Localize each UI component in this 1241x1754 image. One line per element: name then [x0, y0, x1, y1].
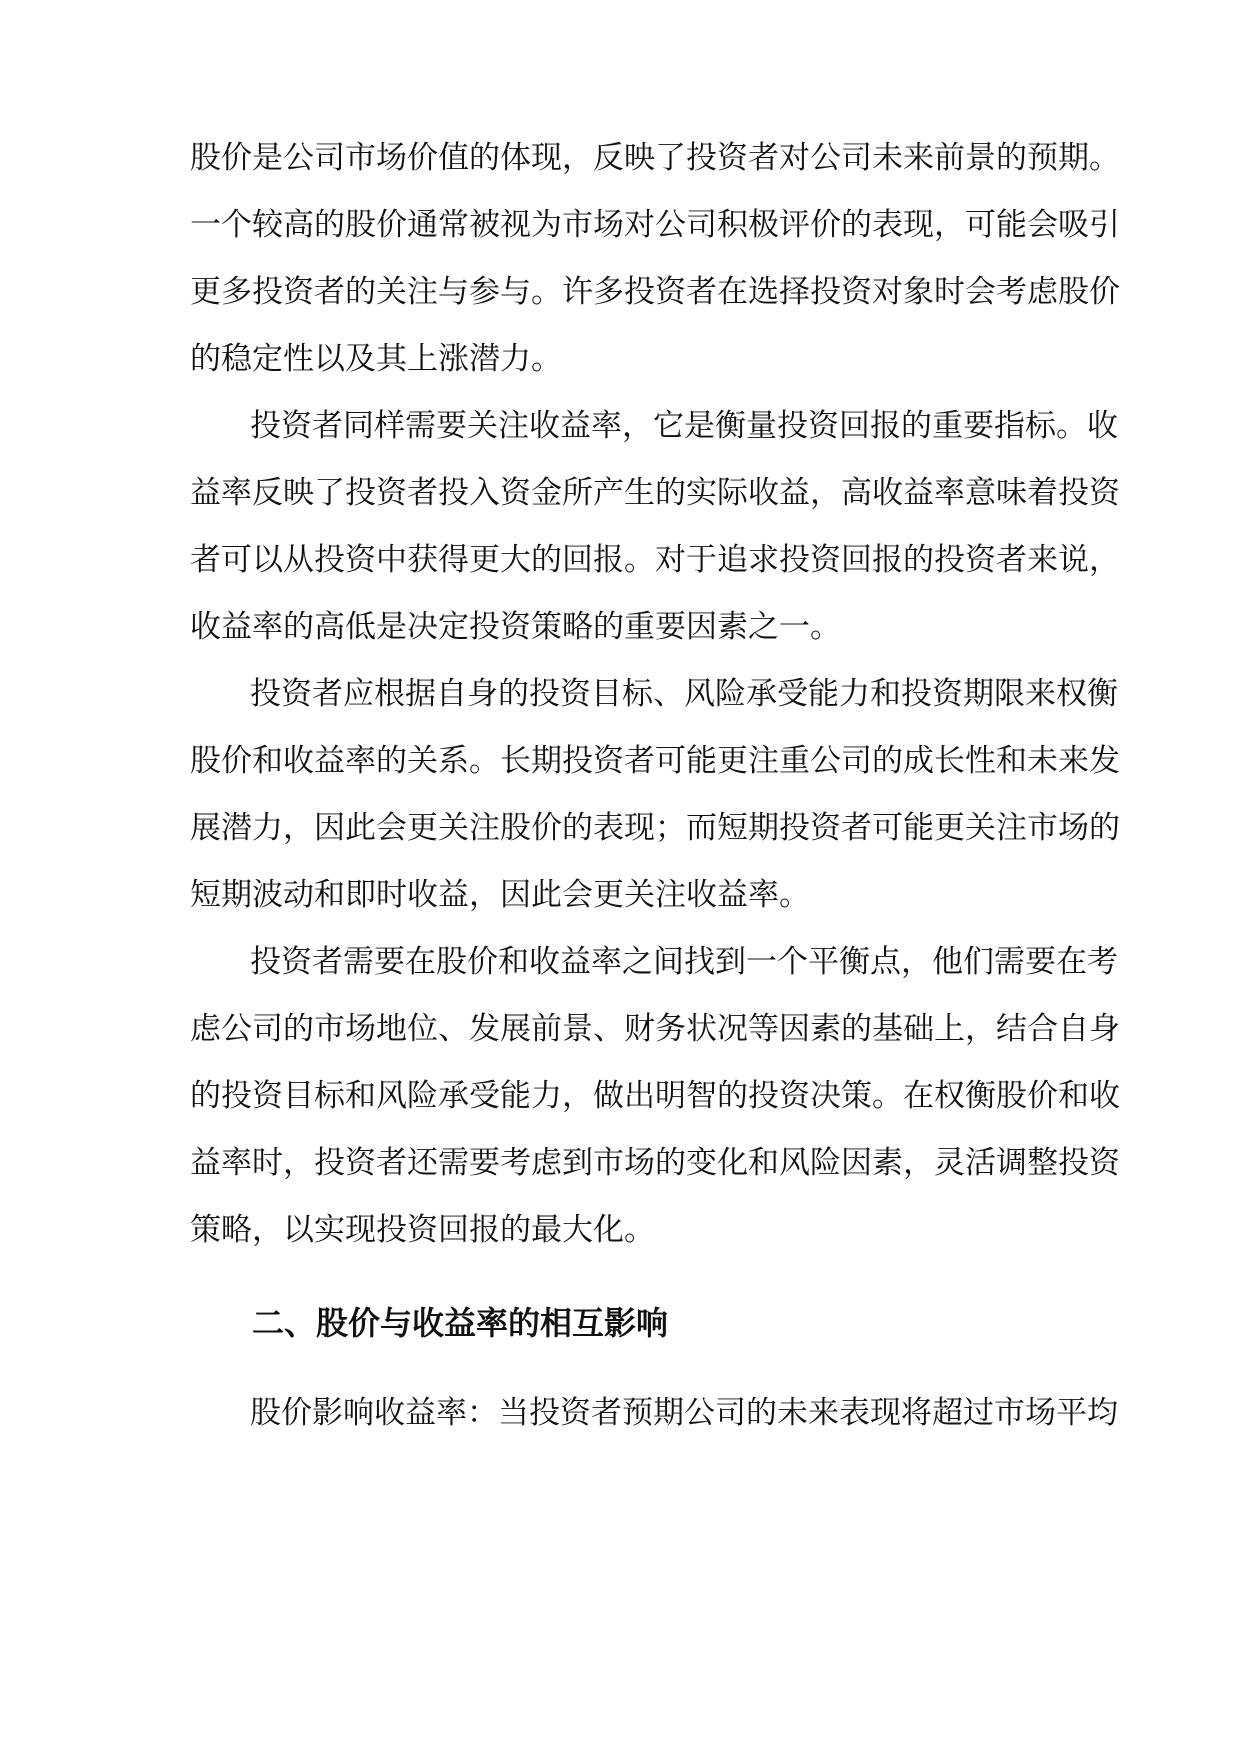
paragraph-1-line-1: 股价是公司市场价值的体现，反映了投资者对公司未来前景的预期。: [190, 140, 1120, 176]
paragraph-2-line-2: 益率反映了投资者投入资金所产生的实际收益，高收益率意味着投资: [190, 475, 1120, 511]
paragraph-4-line-4: 益率时，投资者还需要考虑到市场的变化和风险因素，灵活调整投资: [190, 1145, 1120, 1181]
paragraph-1-line-2: 一个较高的股价通常被视为市场对公司积极评价的表现，可能会吸引: [190, 207, 1120, 243]
paragraph-4-line-2: 虑公司的市场地位、发展前景、财务状况等因素的基础上，结合自身: [190, 1011, 1120, 1047]
section-heading: 二、股价与收益率的相互影响: [252, 1304, 669, 1342]
paragraph-4-line-3: 的投资目标和风险承受能力，做出明智的投资决策。在权衡股价和收: [190, 1078, 1120, 1114]
paragraph-1-line-4: 的稳定性以及其上涨潜力。: [190, 341, 562, 377]
paragraph-3-line-4: 短期波动和即时收益，因此会更关注收益率。: [190, 877, 810, 913]
paragraph-5-line-1: 股价影响收益率：当投资者预期公司的未来表现将超过市场平均: [250, 1395, 1118, 1431]
paragraph-3-line-1: 投资者应根据自身的投资目标、风险承受能力和投资期限来权衡: [250, 676, 1118, 712]
paragraph-3-line-3: 展潜力，因此会更关注股价的表现；而短期投资者可能更关注市场的: [190, 810, 1120, 846]
paragraph-2-line-3: 者可以从投资中获得更大的回报。对于追求投资回报的投资者来说，: [190, 542, 1120, 578]
paragraph-4-line-1: 投资者需要在股价和收益率之间找到一个平衡点，他们需要在考: [250, 944, 1118, 980]
paragraph-4-line-5: 策略，以实现投资回报的最大化。: [190, 1212, 655, 1248]
paragraph-3-line-2: 股价和收益率的关系。长期投资者可能更注重公司的成长性和未来发: [190, 743, 1120, 779]
paragraph-1-line-3: 更多投资者的关注与参与。许多投资者在选择投资对象时会考虑股价: [190, 274, 1120, 310]
paragraph-2-line-1: 投资者同样需要关注收益率，它是衡量投资回报的重要指标。收: [250, 408, 1118, 444]
paragraph-2-line-4: 收益率的高低是决定投资策略的重要因素之一。: [190, 609, 841, 645]
